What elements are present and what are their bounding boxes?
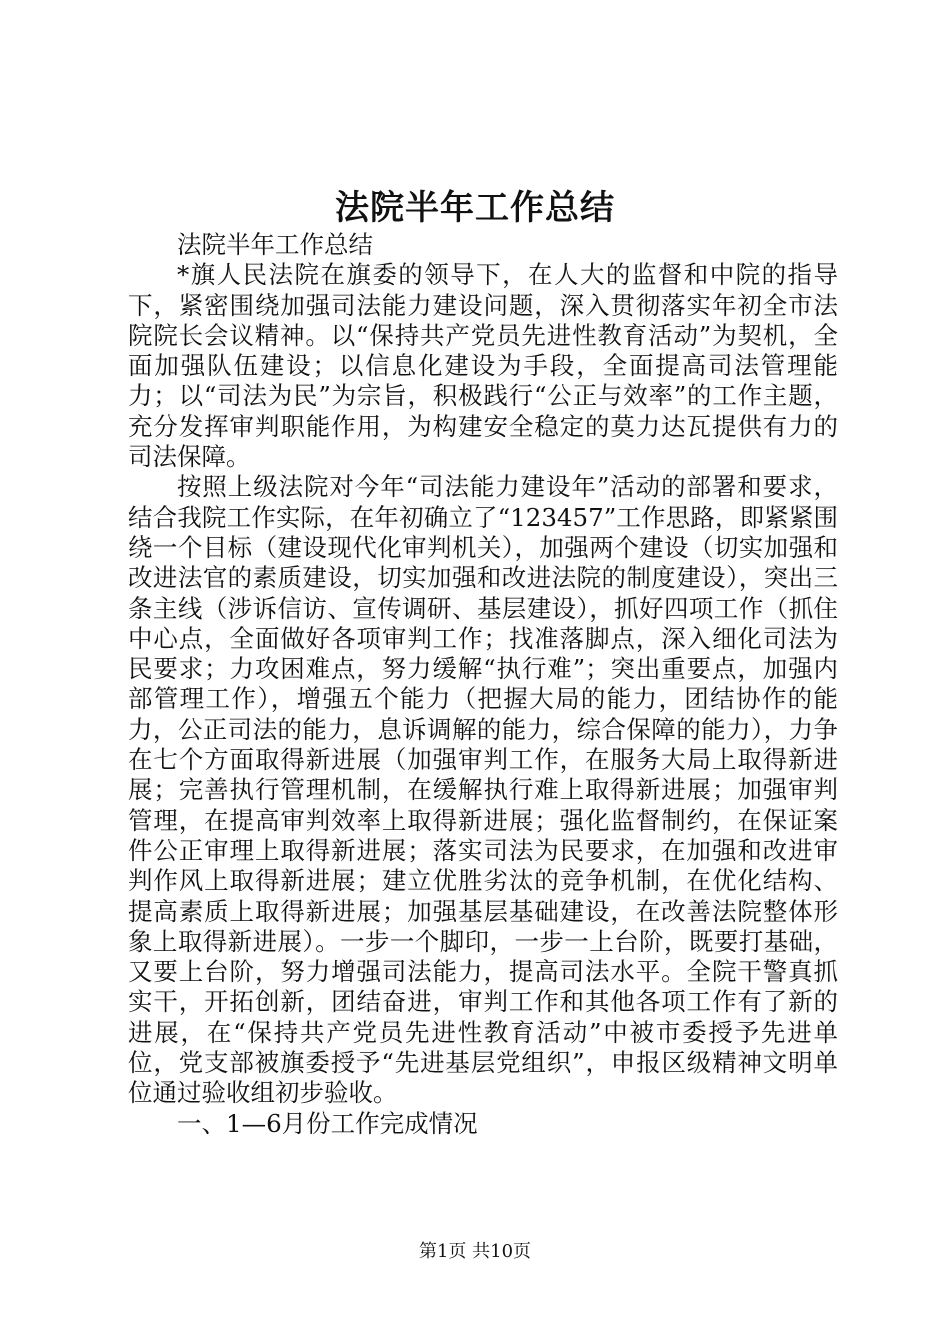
paragraph-intro: *旗人民法院在旗委的领导下，在人大的监督和中院的指导下，紧密围绕加强司法能力建设问题，深入贯彻落实年初全市法院院长会议精神。以“保持共产党员先进性教育活动”为契机，全面加强队伍建设；以信息化建设为手段，全面提高司法管理能力；以“司法为民”为宗旨，积极践行“公正与效率”的工作主题，充分发挥审判职能作用，为构建安全稳定的莫力达瓦提供有力的司法保障。	[128, 260, 838, 472]
document-title: 法院半年工作总结	[335, 188, 615, 228]
document-body	[128, 230, 838, 1139]
page-footer: 第1页 共10页	[418, 1241, 532, 1262]
paragraph-subtitle: 法院半年工作总结	[177, 230, 373, 259]
section-heading: 一、1—6月份工作完成情况	[177, 1108, 478, 1138]
paragraph-work-plan: 按照上级法院对今年“司法能力建设年”活动的部署和要求，结合我院工作实际，在年初确立了“123457”工作思路，即紧紧围绕一个目标（建设现代化审判机关），加强两个建设（切实加强和改进法官的素质建设，切实加强和改进法院的制度建设），突出三条主线（涉诉信访、宣传调研、基层建设），抓好四项工作（抓住中心点，全面做好各项审判工作；找准落脚点，深入细化司法为民要求；力攻困难点，努力缓解“执行难”；突出重要点，加强内部管理工作），增强五个能力（把握大局的能力，团结协作的能力，公正司法的能力，息诉调解的能力，综合保障的能力），力争在七个方面取得新进展（加强审判工作，在服务大局上取得新进展；完善执行管理机制，在缓解执行难上取得新进展；加强审判管理，在提高审判效率上取得新进展；强化监督制约，在保证案件公正审理上取得新进展；落实司法为民要求，在加强和改进审判作风上取得新进展；建立优胜劣汰的竞争机制，在优化结构、提高素质上取得新进展；加强基层基础建设，在改善法院整体形象上取得新进展）。一步一个脚印，一步一上台阶，既要打基础，又要上台阶，努力增强司法能力，提高司法水平。全院干警真抓实干，开拓创新，团结奋进，审判工作和其他各项工作有了新的进展，在“保持共产党员先进性教育活动”中被市委授予先进单位，党支部被旗委授予“先进基层党组织”，申报区级精神文明单位通过验收组初步验收。	[128, 472, 838, 1108]
